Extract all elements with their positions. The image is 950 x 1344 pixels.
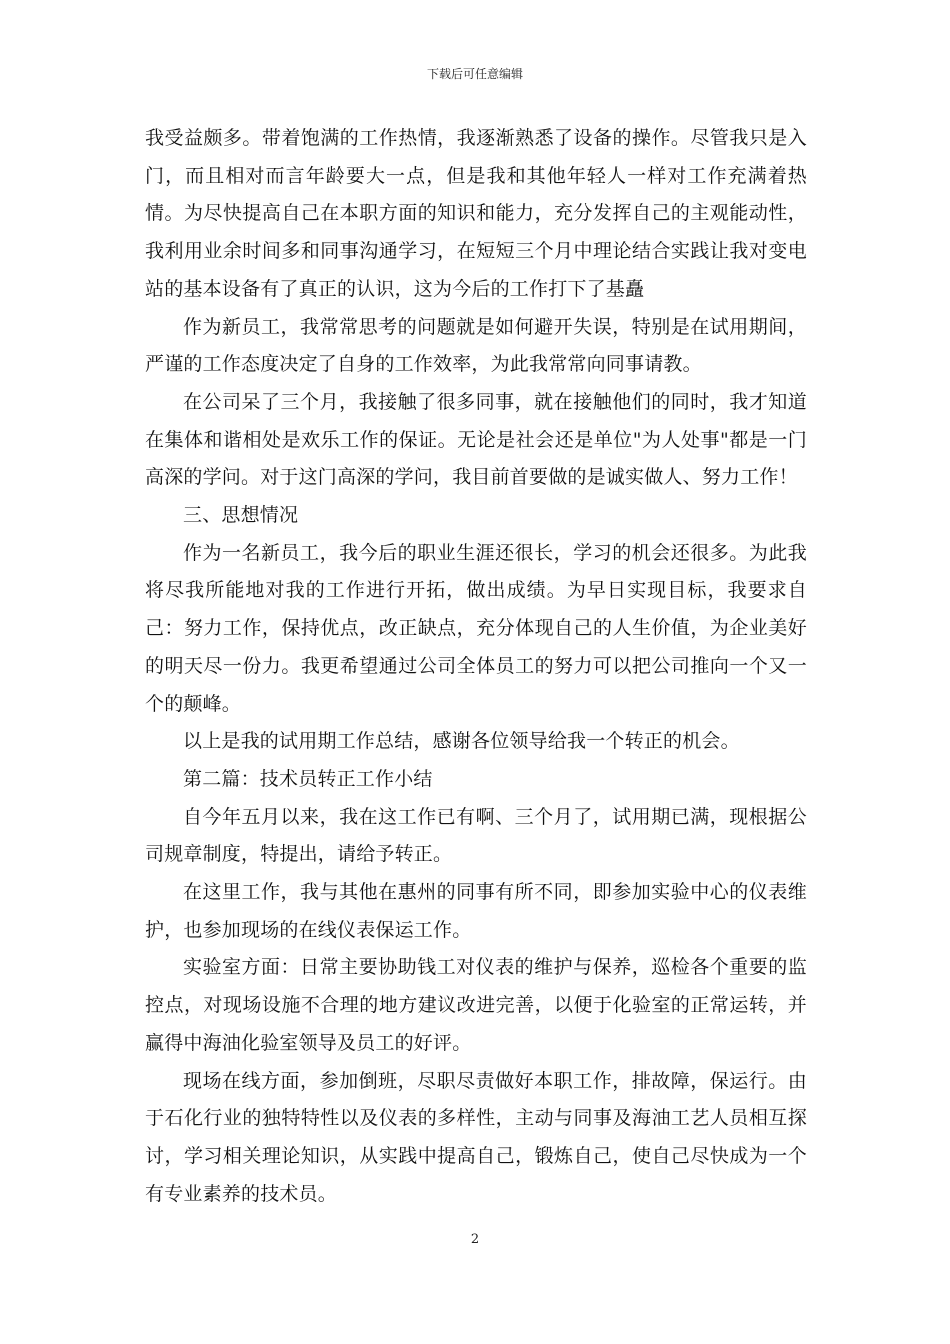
paragraph-probation-request: 自今年五月以来，我在这工作已有啊、三个月了，试用期已满，现根据公司规章制度，特提出，请给予转正。 — [145, 805, 807, 866]
paragraph-onsite-online: 现场在线方面，参加倒班，尽职尽责做好本职工作，排故障，保运行。由于石化行业的独特特性以及仪表的多样性，主动与同事及海油工艺人员相互探讨，学习相关理论知识，从实践中提高自己，锻炼自己，使自己尽快成为一个有专业素养的技术员。 — [145, 1069, 807, 1205]
paragraph-career-goals: 作为一名新员工，我今后的职业生涯还很长，学习的机会还很多。为此我将尽我所能地对我的工作进行开拓，做出成绩。为早日实现目标，我要求自己：努力工作，保持优点，改正缺点，充分体现自己的人生价值，为企业美好的明天尽一份力。我更希望通过公司全体员工的努力可以把公司推向一个又一个的颠峰。 — [145, 541, 807, 715]
paragraph-summary-thanks: 以上是我的试用期工作总结，感谢各位领导给我一个转正的机会。 — [183, 730, 740, 753]
paragraph-laboratory: 实验室方面：日常主要协助钱工对仪表的维护与保养，巡检各个重要的监控点，对现场设施不合理的地方建议改进完善，以便于化验室的正常运转，并赢得中海油化验室领导及员工的好评。 — [145, 956, 807, 1054]
paragraph-colleagues: 在公司呆了三个月，我接触了很多同事，就在接触他们的同时，我才知道在集体和谐相处是欢乐工作的保证。无论是社会还是单位"为人处事"都是一门高深的学问。对于这门高深的学问，我目前首要做的是诚实做人、努力工作！ — [145, 390, 807, 489]
section-heading-part-two: 第二篇：技术员转正工作小结 — [183, 767, 433, 790]
paragraph-new-employee-thinking: 作为新员工，我常常思考的问题就是如何避开失误，特别是在试用期间，严谨的工作态度决定了自身的工作效率，为此我常常向同事请教。 — [145, 315, 807, 376]
page-number: 2 — [470, 1232, 480, 1247]
document-body — [145, 120, 807, 1213]
paragraph-continuation: 我受益颇多。带着饱满的工作热情，我逐渐熟悉了设备的操作。尽管我只是入门，而且相对而言年龄要大一点，但是我和其他年轻人一样对工作充满着热情。为尽快提高自己在本职方面的知识和能力，充分发挥自己的主观能动性，我利用业余时间多和同事沟通学习，在短短三个月中理论结合实践让我对变电站的基本设备有了真正的认识，这为今后的工作打下了基矗 — [145, 127, 807, 300]
paragraph-work-scope: 在这里工作，我与其他在惠州的同事有所不同，即参加实验中心的仪表维护，也参加现场的在线仪表保运工作。 — [145, 881, 807, 941]
section-heading-thoughts: 三、思想情况 — [183, 504, 299, 527]
page-header: 下载后可任意编辑 — [426, 67, 523, 81]
